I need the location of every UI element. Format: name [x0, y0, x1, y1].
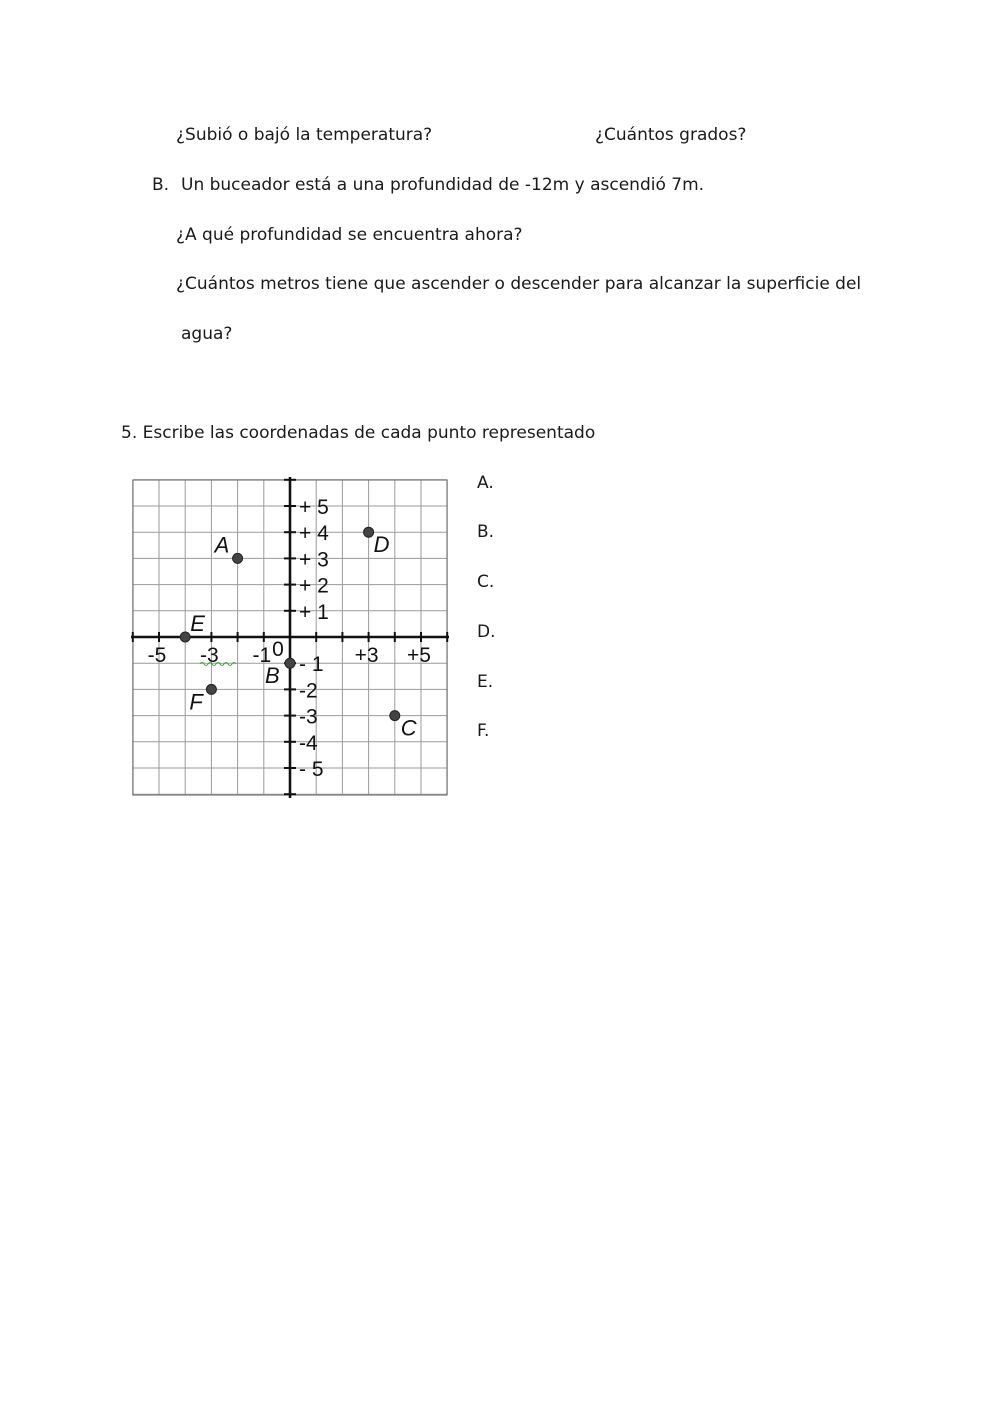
question-temperature-degrees: ¿Cuántos grados? [595, 125, 747, 145]
point-e-label: E [190, 611, 205, 636]
point-d-marker [364, 527, 374, 537]
point-f-label: F [189, 689, 203, 715]
x-tick-label: -3 [200, 644, 219, 667]
x-tick-label: +5 [407, 644, 431, 667]
point-c-label: C [400, 715, 417, 741]
point-c-marker [390, 711, 400, 721]
problem-b-statement: Un buceador está a una profundidad de -12m y ascendió 7m. [181, 175, 705, 195]
x-tick-label: +3 [354, 644, 379, 667]
origin-label: 0 [272, 638, 284, 661]
point-f-marker [206, 684, 216, 694]
answer-label-f: F. [477, 721, 490, 741]
point-b-marker [285, 658, 295, 668]
y-tick-label: - 5 [299, 758, 324, 781]
answer-label-c: C. [477, 572, 495, 592]
problem-b-question-meters-line2: agua? [181, 324, 233, 344]
problem-b-marker: B. [152, 175, 170, 195]
y-tick-label: + 2 [299, 574, 329, 598]
point-a-label: A [214, 532, 230, 558]
problem-b-question-meters-line1: ¿Cuántos metros tiene que ascender o descender para alcanzar la superficie del [176, 274, 862, 294]
point-b-label: B [265, 663, 280, 689]
x-tick-label: -1 [252, 644, 272, 667]
answer-label-e: E. [477, 672, 494, 692]
point-a-marker [233, 553, 243, 563]
answer-label-d: D. [477, 622, 496, 642]
y-tick-label: -3 [299, 705, 318, 729]
point-e-marker [180, 632, 190, 642]
answer-label-b: B. [477, 522, 495, 542]
y-tick-label: + 3 [299, 548, 329, 572]
y-tick-label: - 1 [299, 653, 324, 677]
y-tick-labels [299, 496, 329, 781]
exercise-5-title: 5. Escribe las coordenadas de cada punto representado [121, 423, 596, 443]
y-tick-label: -4 [299, 731, 318, 755]
y-tick-label: + 1 [299, 600, 329, 624]
point-d-label: D [373, 532, 390, 558]
y-tick-label: + 5 [299, 496, 329, 519]
answer-label-a: A. [477, 473, 494, 493]
axes [131, 477, 449, 798]
problem-b-question-depth: ¿A qué profundidad se encuentra ahora? [176, 225, 523, 245]
y-tick-label: + 4 [299, 522, 329, 546]
x-tick-label: -5 [147, 644, 167, 667]
question-temperature-direction: ¿Subió o bajó la temperatura? [176, 125, 433, 145]
y-tick-label: -2 [299, 679, 318, 703]
